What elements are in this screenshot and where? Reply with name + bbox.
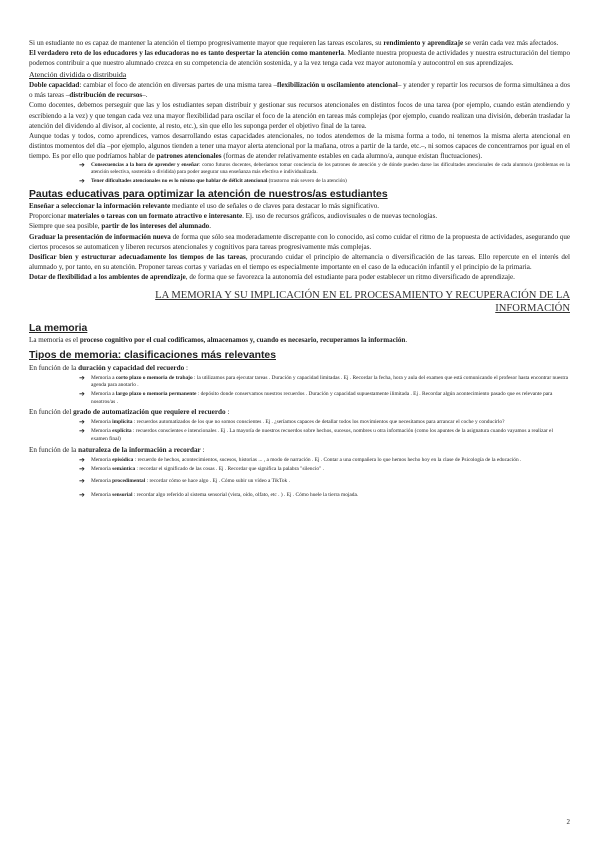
memory-heading: La memoria — [29, 323, 88, 335]
list-item: ➔ Memoria explícita : recuerdos conscientes e intencionales . Ej . La mayoría de nuestros recuerdos sobre hechos, sucesos, nombres u otra información (como los apuntes de la asignatura cuando vayamos a realizar el examen final) — [79, 427, 553, 443]
divided-paragraph-2: Como docentes, debemos perseguir que las y los estudiantes sepan distribuir y gestionar sus recursos atencionales en distintos focos de una tarea (por ejemplo, cuando están atendiendo y escribiendo a la vez) y que tengan cada vez una mayor flexibilidad para oscilar el foco de la atención en tareas más complejas (por ejemplo, cuando realizan una división, deberán trasladar la atención del dividendo al divisor, al cociente, al resto, etc.), sin que ello les suponga perder el objetivo final de la tarea. — [29, 101, 570, 130]
divided-attention-heading: Atención dividida o distribuida — [29, 70, 127, 80]
page-number: 2 — [566, 818, 570, 826]
list-item: ➔ Memoria a largo plazo o memoria permanente : depósito donde conservamos nuestros recuerdos . Duración y capacidad supuestamente ilimitada . Ej . Recordar algún acontecimiento pasado que es relevante para nosotros/as . — [79, 390, 553, 405]
guidelines-heading: Pautas educativas para optimizar la atención de nuestros/as estudiantes — [29, 189, 388, 201]
list-item: ➔ Memoria procedimental : recordar cómo se hace algo . Ej . Cómo subir un vídeo a TikTok . — [79, 477, 290, 486]
classification-nature: En función de la naturaleza de la información a recordar : — [29, 445, 205, 454]
guideline-6: Dotar de flexibilidad a los ambientes de aprendizaje, de forma que se favorezca la autonomía del estudiante para poder establecer un ritmo diversificado de aprendizaje. — [29, 272, 515, 281]
list-item: ➔ Memoria episódica : recuerdo de hechos, acontecimientos, sucesos, historias ... , a modo de narración . Ej . Contar a una compañera lo que hemos hecho hoy en la clase de Psicología de la educación . — [79, 455, 522, 464]
guideline-2: Proporcionar materiales o tareas con un formato atractivo e interesante. Ej. uso de recursos gráficos, audiovisuales o de nuevas tecnologías. — [29, 212, 438, 221]
guideline-5: Dosificar bien y estructurar adecuadamente los tiempos de las tareas, procurando cuidar el principio de alternancia o diversificación de las tareas. Ello repercute en el interés del alumnado y, por tanto, en su atención. Proponer tareas cortas y variadas en el tiempo es especialmente importante en el caso de la educación infantil y el principio de la primaria. — [29, 252, 570, 271]
arrow-right-icon: ➔ — [79, 427, 85, 436]
list-item: ➔ Memoria implícita : recuerdos automatizados de los que no somos conscientes . Ej . ¿seríamos capaces de detallar todos los movimientos que necesitamos para arrancar el coche y conducirlo? — [79, 418, 505, 427]
memory-types-heading: Tipos de memoria: clasificaciones más relevantes — [29, 349, 276, 361]
arrow-right-icon: ➔ — [79, 455, 85, 464]
nature-list — [79, 457, 570, 500]
divided-paragraph-1: Doble capacidad: cambiar el foco de atención en diversas partes de una misma tarea –flexibilización u oscilamiento atencional– y atender y repartir los recursos de forma simultánea a dos o más tareas –distribución de recursos–. — [29, 81, 570, 100]
arrow-right-icon: ➔ — [79, 390, 85, 399]
intro-paragraph-1: Si un estudiante no es capaz de mantener la atención el tiempo progresivamente mayor que requieren las tareas escolares, su rendimiento y aprendizaje se verán cada vez más afectados. — [29, 39, 559, 47]
automation-list — [79, 419, 570, 443]
section-title: LA MEMORIA Y SU IMPLICACIÓN EN EL PROCESAMIENTO Y RECUPERACIÓN DE LA INFORMACIÓN — [155, 290, 570, 315]
list-item: ➔ Tener dificultades atencionales no es lo mismo que hablar de déficit atencional (trastorno más severo de la atención) — [79, 176, 347, 185]
classification-automation: En función del grado de automatización que requiere el recuerdo : — [29, 408, 230, 417]
arrow-right-icon: ➔ — [79, 490, 85, 499]
arrow-right-icon: ➔ — [79, 418, 85, 427]
divided-paragraph-3: Aunque todas y todos, como aprendices, vamos desarrollando estas capacidades atencionales, no todos atendemos de la misma forma a todo, ni tenemos la misma alerta atencional en distintos momentos del día –por ejemplo, algunos tienden a tener una mayor alerta atencional por la mañana, otros a partir de la tarde, etc.–, ni somos capaces de concentrarnos por igual en el tiempo. Es por ello que podríamos hablar de patrones atencionales (formas de atender relativamente estables en cada alumno/a, aunque existan fluctuaciones). — [29, 131, 570, 160]
list-item: ➔ Memoria semántica : recordar el significado de las cosas . Ej . Recordar que significa la palabra "silencio" . — [79, 464, 324, 473]
classification-duration: En función de la duración y capacidad del recuerdo : — [29, 363, 188, 372]
arrow-right-icon: ➔ — [79, 161, 85, 170]
guideline-3: Siempre que sea posible, partir de los intereses del alumnado. — [29, 222, 212, 231]
arrow-right-icon: ➔ — [79, 373, 85, 382]
arrow-right-icon: ➔ — [79, 176, 85, 185]
duration-list — [79, 375, 570, 407]
list-item: ➔ Memoria a corto plazo o memoria de trabajo : la utilizamos para ejecutar tareas . Duración y capacidad limitadas . Ej . Recordar la fecha, hora y aula del examen que está comunicando el profesor hasta encontrar nuestra agenda para anotarlo . — [79, 373, 569, 389]
arrow-right-icon: ➔ — [79, 477, 85, 486]
memory-definition: La memoria es el proceso cognitivo por el cual codificamos, almacenamos y, cuando es necesario, recuperamos la información. — [29, 336, 408, 345]
list-item: ➔ Consecuencias a la hora de aprender y enseñar: como futuros docentes, deberíamos tomar conciencia de los patrones de atención y de dónde pueden darse las dificultades atencionales de cada alumno/a (problemas en la atención selectiva, sostenida o dividida) para poder asegurar una enseñanza más efectiva e individualizada. — [79, 161, 571, 176]
guideline-1: Enseñar a seleccionar la información relevante mediante el uso de señales o de claves para destacar lo más significativo. — [29, 202, 380, 211]
arrow-right-icon: ➔ — [79, 464, 85, 473]
intro-paragraph-2: El verdadero reto de los educadores y las educadoras no es tanto despertar la atención como mantenerla. Mediante nuestra propuesta de actividades y nuestra estructuración del tiempo podemos contribuir a que nuestro alumnado crezca en su competencia de atención sostenida, y a la vez tenga cada vez mayor autonomía y autocontrol en sus aprendizajes. — [29, 49, 570, 68]
list-item: ➔ Memoria sensorial : recordar algo referido al sistema sensorial (vista, oído, olfato, etc . ) . Ej . Cómo huele la tierra mojada. — [79, 490, 359, 499]
guideline-4: Graduar la presentación de información nueva de forma que sólo sea moderadamente discrepante con lo conocido, así como cuidar el ritmo de la propuesta de actividades, asegurando que ciertos procesos se automaticen y liberen recursos atencionales y cognitivos para tareas progresivamente más complejas. — [29, 232, 571, 251]
